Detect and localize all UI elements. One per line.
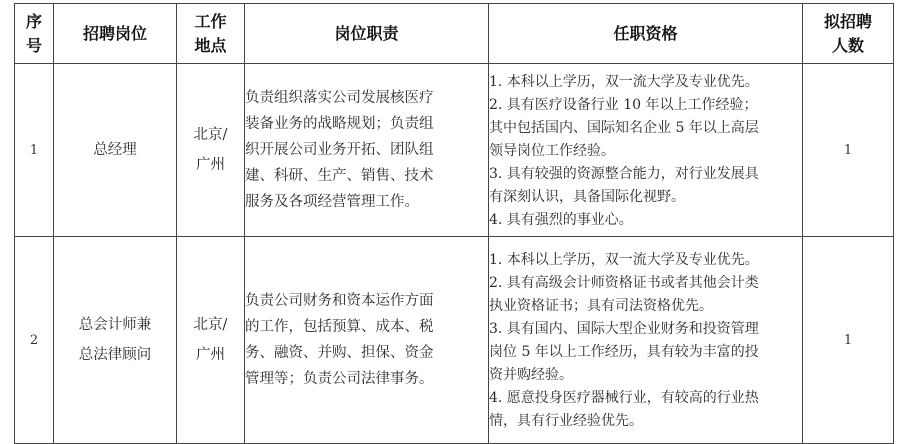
position-name — [54, 237, 177, 444]
qualification-line: 其中包括国内、国际知名企业 5 年以上高层 — [489, 119, 759, 136]
job-duties-line: 建、科研、生产、销售、技术 — [245, 168, 434, 184]
job-duties — [245, 64, 489, 237]
qualification-line: 有深刻认识，具备国际化视野。 — [489, 188, 685, 205]
job-duties-line: 服务及各项经营管理工作。 — [245, 194, 419, 210]
header-count-line-1: 拟招聘 — [823, 11, 872, 31]
header-location-line-2: 地点 — [194, 35, 227, 55]
qualification-line: 岗位 5 年以上工作经历，具有较为丰富的投 — [489, 344, 759, 360]
qualification-line: 4. 愿意投身医疗器械行业，有较高的行业热 — [489, 390, 759, 406]
job-duties — [245, 237, 489, 444]
work-location-line: 广州 — [196, 157, 225, 173]
work-location-line: 北京/ — [193, 317, 228, 333]
work-location — [177, 64, 245, 237]
work-location-line: 广州 — [196, 347, 225, 363]
header-count-line-2: 人数 — [831, 35, 864, 55]
qualification-line: 1. 本科以上学历，双一流大学及专业优先。 — [489, 252, 759, 268]
qualification-line: 1. 本科以上学历，双一流大学及专业优先。 — [489, 73, 759, 90]
recruitment-table — [14, 3, 894, 444]
header-no-line-2: 号 — [25, 35, 42, 55]
qualification-line: 资并购经验。 — [489, 367, 573, 383]
table-row — [15, 237, 894, 444]
hiring-count: 1 — [803, 64, 894, 237]
job-duties-line: 负责公司财务和资本运作方面 — [245, 293, 434, 309]
qualification-line: 4. 具有强烈的事业心。 — [489, 211, 633, 228]
job-duties-line: 务、融资、并购、担保、资金 — [245, 345, 434, 361]
job-duties-line: 装备业务的战略规划；负责组 — [245, 116, 434, 132]
job-qualifications — [489, 64, 803, 237]
header-count — [803, 4, 894, 64]
header-qualifications: 任职资格 — [489, 4, 803, 64]
qualification-line: 领导岗位工作经验。 — [489, 142, 615, 159]
job-duties-line: 的工作，包括预算、成本、税 — [245, 319, 434, 335]
header-location-line-1: 工作 — [194, 11, 227, 31]
header-no-line-1: 序 — [25, 11, 42, 31]
row-number: 1 — [15, 64, 54, 237]
position-name-line: 总会计师兼 — [78, 317, 152, 333]
qualification-line: 2. 具有高级会计师资格证书或者其他会计类 — [489, 275, 759, 291]
qualification-line: 3. 具有国内、国际大型企业财务和投资管理 — [489, 321, 759, 337]
position-name — [54, 64, 177, 237]
header-row — [15, 4, 894, 64]
qualification-line: 情，具有行业经验优先。 — [489, 413, 643, 429]
qualification-line: 3. 具有较强的资源整合能力，对行业发展具 — [489, 165, 759, 182]
position-name-line: 总经理 — [93, 142, 137, 158]
qualification-line: 2. 具有医疗设备行业 10 年以上工作经验； — [489, 96, 758, 113]
work-location-line: 北京/ — [193, 127, 228, 143]
row-number: 2 — [15, 237, 54, 444]
header-position: 招聘岗位 — [54, 4, 177, 64]
hiring-count: 1 — [803, 237, 894, 444]
work-location — [177, 237, 245, 444]
table-row — [15, 64, 894, 237]
job-duties-line: 织开展公司业务开拓、团队组 — [245, 142, 434, 158]
header-location — [177, 4, 245, 64]
job-duties-line: 管理等；负责公司法律事务。 — [245, 371, 434, 387]
job-qualifications — [489, 237, 803, 444]
position-name-line: 总法律顾问 — [78, 347, 152, 363]
header-no — [15, 4, 54, 64]
qualification-line: 执业资格证书；具有司法资格优先。 — [489, 298, 713, 314]
job-duties-line: 负责组织落实公司发展核医疗 — [245, 90, 434, 106]
header-duties: 岗位职责 — [245, 4, 489, 64]
